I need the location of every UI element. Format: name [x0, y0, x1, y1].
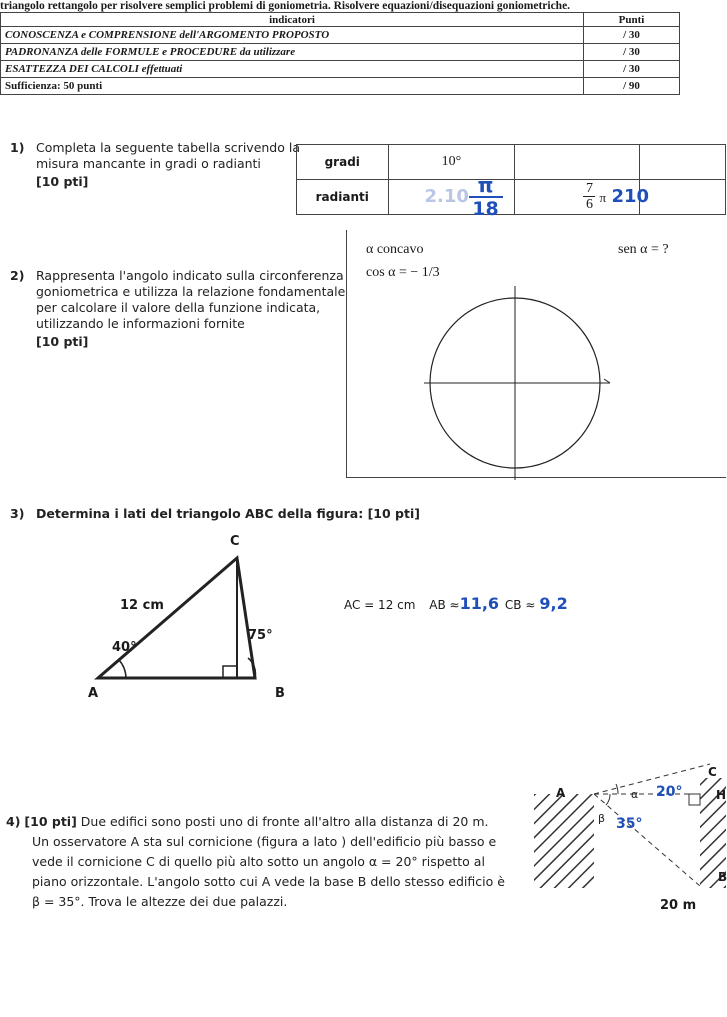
ab-label: AB ≈ — [429, 598, 460, 612]
given-rad-pi: π — [599, 190, 607, 205]
hand-beta: 35° — [616, 816, 643, 832]
rubric-row-points: / 90 — [584, 78, 680, 95]
q2-number: 2) — [10, 268, 25, 283]
given-rad-num: 7 — [585, 181, 593, 196]
q4-block — [6, 814, 526, 910]
sight-line-b — [594, 794, 700, 886]
q2-points: [10 pti] — [36, 334, 89, 349]
distance-label: 20 m — [660, 898, 697, 913]
q4-text-line: Un osservatore A sta sul cornicione (figura a lato ) dell'edificio più basso e — [32, 834, 497, 849]
given-degrees: 10° — [388, 145, 515, 180]
given-radians-cell — [515, 180, 650, 215]
alpha-label: α — [631, 788, 639, 801]
q2-ask: sen α = ? — [618, 242, 669, 257]
vertex-b: B — [275, 686, 285, 701]
q3-block — [10, 506, 530, 522]
q4-text-line: Due edifici sono posti uno di fronte all'altro alla distanza di 20 m. — [80, 814, 489, 829]
triangle-abc-diagram — [80, 530, 300, 700]
rubric-row-label: ESATTEZZA DEI CALCOLI effettuati — [1, 61, 584, 78]
q2-text-line: Rappresenta l'angolo indicato sulla circonferenza — [36, 268, 344, 283]
answer-radians-cell[interactable] — [388, 173, 515, 220]
q3-answers — [344, 594, 568, 613]
angle-a-arc — [119, 660, 126, 678]
q1-text-line: misura mancante in gradi o radianti — [36, 156, 261, 171]
answer-degrees-cell[interactable] — [515, 145, 639, 180]
rubric-row-label: PADRONANZA delle FORMULE e PROCEDURE da utilizzare — [1, 44, 584, 61]
q2-text-line: utilizzando le informazioni fornite — [36, 316, 245, 331]
row-label-radianti: radianti — [297, 180, 389, 215]
label-b: B — [718, 870, 727, 884]
low-building — [534, 794, 594, 888]
q4-text-line: vede il cornicione C di quello più alto sotto un angolo α = 20° rispetto al — [32, 854, 485, 869]
rubric-table — [0, 12, 680, 95]
rubric-header-points: Punti — [584, 13, 680, 27]
given-rad-den: 6 — [585, 197, 593, 212]
q4-text-line: β = 35°. Trova le altezze dei due palazzi. — [32, 894, 288, 909]
hand-deg-answer: 210 — [611, 186, 650, 207]
q1-points: [10 pti] — [36, 174, 89, 189]
label-c: C — [708, 765, 717, 779]
rubric-row-points: / 30 — [584, 44, 680, 61]
rubric-row-label: Sufficienza: 50 punti — [1, 78, 584, 95]
q2-text-line: per calcolare il valore della funzione indicata, — [36, 300, 321, 315]
vertex-a: A — [88, 686, 99, 701]
unit-circle-diagram — [410, 284, 620, 480]
angle-a-label: 40° — [112, 640, 137, 655]
q2-block — [10, 268, 350, 350]
right-angle-mark — [223, 666, 237, 678]
empty-cell — [639, 180, 725, 215]
ab-answer[interactable]: 11,6 — [459, 594, 500, 613]
q2-condition-cos: cos α = − 1/3 — [366, 265, 440, 280]
hand-rad-num: π — [477, 173, 494, 197]
hand-rad-den: 18 — [472, 198, 499, 220]
right-angle-mark — [689, 794, 700, 805]
triangle — [98, 558, 255, 678]
q4-number: 4) — [6, 814, 21, 829]
side-ac-label: 12 cm — [120, 598, 164, 613]
q3-text: Determina i lati del triangolo ABC della figura: [10 pti] — [36, 506, 420, 521]
cb-answer[interactable]: 9,2 — [539, 594, 568, 613]
beta-arc — [606, 794, 610, 805]
conversion-table — [296, 144, 726, 220]
q2-text-line: goniometrica e utilizza la relazione fondamentale — [36, 284, 346, 299]
rubric-row-points: / 30 — [584, 27, 680, 44]
cb-label: CB ≈ — [504, 598, 536, 612]
x-axis-arrow — [604, 379, 610, 383]
row-label-gradi: gradi — [297, 145, 389, 180]
header-title: triangolo rettangolo per risolvere semplici problemi di goniometria. Risolvere equazioni/disequazioni goniometriche. — [0, 0, 571, 12]
given-rad-fraction — [583, 181, 595, 212]
q1-number: 1) — [10, 140, 25, 155]
hand-alpha: 20° — [656, 784, 683, 800]
empty-cell — [639, 145, 725, 180]
sight-line-c — [594, 764, 710, 794]
q3-number: 3) — [10, 506, 25, 521]
rubric-row-points: / 30 — [584, 61, 680, 78]
rubric-header-indicators: indicatori — [1, 13, 584, 27]
angle-b-label: 75° — [248, 628, 273, 643]
q4-text-line: piano orizzontale. L'angolo sotto cui A vede la base B dello stesso edificio è — [32, 874, 505, 889]
q2-condition-concave: α concavo — [366, 242, 424, 257]
hand-fraction — [469, 174, 503, 220]
vertex-c: C — [230, 534, 240, 549]
alpha-arc — [616, 784, 618, 794]
beta-label: β — [598, 812, 606, 825]
q4-points: [10 pti] — [24, 814, 77, 829]
hand-scribble: 2.10 — [424, 186, 469, 207]
label-h: H — [716, 788, 727, 802]
rubric-row-label: CONOSCENZA e COMPRENSIONE dell'ARGOMENTO PROPOSTO — [1, 27, 584, 44]
q1-block — [10, 140, 300, 190]
given-ac: AC = 12 cm — [344, 598, 416, 612]
q1-text-line: Completa la seguente tabella scrivendo la — [36, 140, 300, 155]
label-a: A — [556, 786, 566, 800]
